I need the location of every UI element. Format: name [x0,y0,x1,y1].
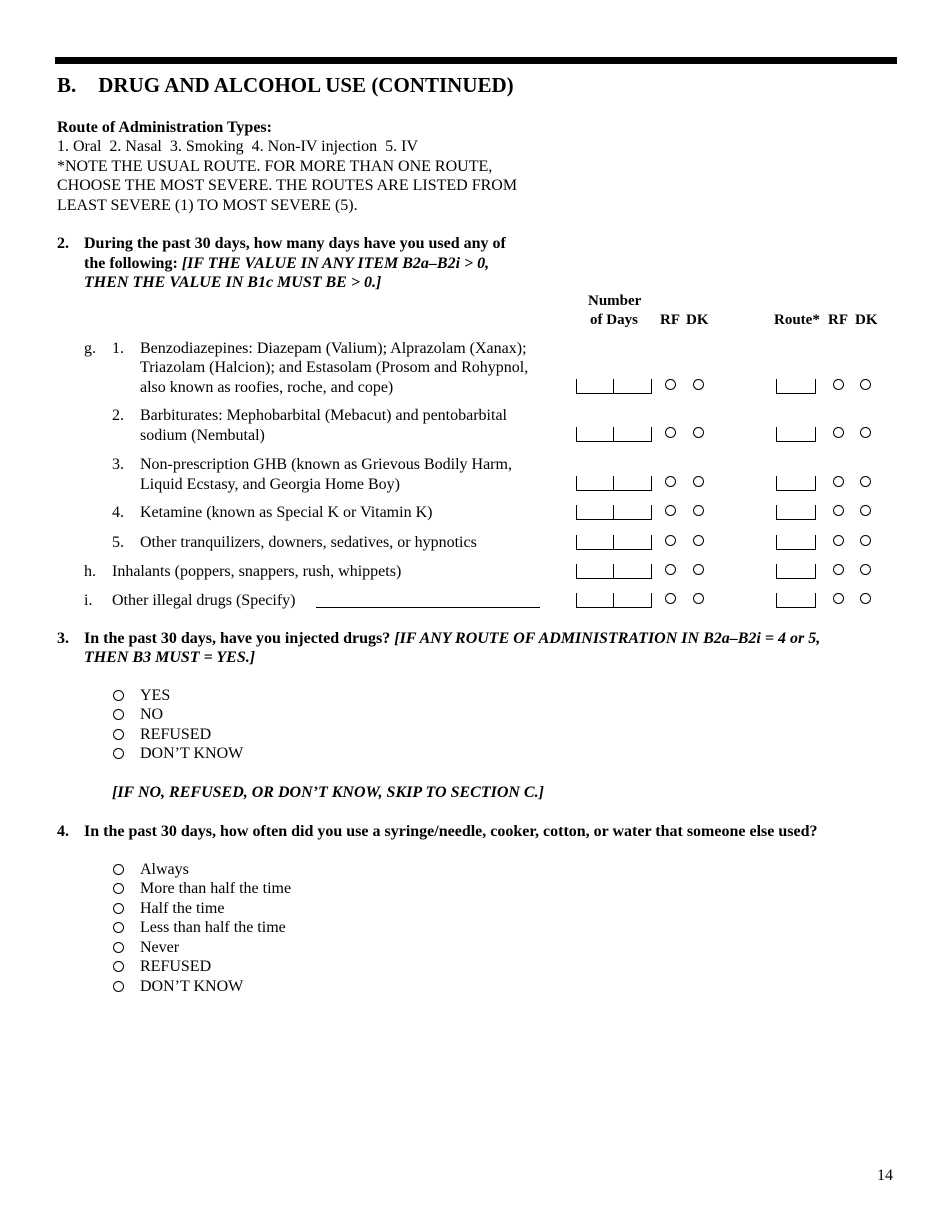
route-dk-radio[interactable] [860,535,871,546]
item-number: 4. [112,504,124,521]
rf-radio[interactable] [665,379,676,390]
dk-radio[interactable] [693,427,704,438]
route-field[interactable] [776,377,816,394]
route-field[interactable] [776,591,816,608]
col-route-rf-header: RF [828,312,848,328]
dk-radio[interactable] [693,476,704,487]
route-field[interactable] [776,425,816,442]
option-radio[interactable] [113,903,124,914]
dk-radio[interactable] [693,379,704,390]
option-radio[interactable] [113,942,124,953]
days-field[interactable] [576,562,652,579]
days-field[interactable] [576,425,652,442]
option-radio[interactable] [113,748,124,759]
route-field[interactable] [776,562,816,579]
item-text: Barbiturates: Mephobarbital (Mebacut) and pentobarbital [140,407,507,424]
item-text: Inhalants (poppers, snappers, rush, whippets) [112,563,402,580]
option-label: Never [140,939,180,956]
route-rf-radio[interactable] [833,564,844,575]
route-dk-radio[interactable] [860,593,871,604]
route-note-line: LEAST SEVERE (1) TO MOST SEVERE (5). [57,197,358,214]
dk-radio[interactable] [693,593,704,604]
q2-text: During the past 30 days, how many days have you used any of [84,235,506,252]
route-rf-radio[interactable] [833,427,844,438]
q3-text: In the past 30 days, have you injected drugs? [84,630,395,647]
col-number-header: Number [588,293,642,309]
option-label: YES [140,687,171,704]
item-text: Non-prescription GHB (known as Grievous Bodily Harm, [140,456,512,473]
item-text: Triazolam (Halcion); and Estasolam (Prosom and Rohypnol, [140,359,529,376]
rf-radio[interactable] [665,427,676,438]
route-rf-radio[interactable] [833,593,844,604]
item-number: 5. [112,534,124,551]
days-field[interactable] [576,474,652,491]
option-radio[interactable] [113,922,124,933]
q2-instruction: [IF THE VALUE IN ANY ITEM B2a–B2i > 0, [181,255,490,272]
q3-skip-instruction: [IF NO, REFUSED, OR DON’T KNOW, SKIP TO SECTION C.] [112,784,544,801]
item-text: also known as roofies, roche, and cope) [140,379,394,396]
option-radio[interactable] [113,883,124,894]
item-letter: g. [84,340,96,357]
route-dk-radio[interactable] [860,427,871,438]
option-radio[interactable] [113,729,124,740]
col-days-header: of Days [590,312,638,328]
item-letter: h. [84,563,96,580]
days-field[interactable] [576,533,652,550]
option-label: DON’T KNOW [140,745,244,762]
q2-text-prefix: the following: [84,255,182,272]
item-text: Other illegal drugs (Specify) [112,592,296,609]
option-radio[interactable] [113,864,124,875]
rf-radio[interactable] [665,535,676,546]
option-label: Less than half the time [140,919,286,936]
option-radio[interactable] [113,690,124,701]
route-dk-radio[interactable] [860,564,871,575]
option-label: More than half the time [140,880,292,897]
option-label: Half the time [140,900,225,917]
item-text: Benzodiazepines: Diazepam (Valium); Alprazolam (Xanax); [140,340,527,357]
route-note-line: *NOTE THE USUAL ROUTE. FOR MORE THAN ONE ROUTE, [57,158,493,175]
q4-text: In the past 30 days, how often did you use a syringe/needle, cooker, cotton, or water that someone else used? [84,823,818,840]
route-note-line: CHOOSE THE MOST SEVERE. THE ROUTES ARE LISTED FROM [57,177,518,194]
route-dk-radio[interactable] [860,505,871,516]
q3-number: 3. [57,630,69,647]
col-route-header: Route* [774,312,820,328]
option-label: Always [140,861,189,878]
route-types-list: 1. Oral 2. Nasal 3. Smoking 4. Non-IV injection 5. IV [57,138,418,155]
dk-radio[interactable] [693,505,704,516]
q3-text-line1 [84,629,820,649]
col-dk-header: DK [686,312,709,328]
option-label: REFUSED [140,958,212,975]
option-radio[interactable] [113,709,124,720]
q2-instruction: THEN THE VALUE IN B1c MUST BE > 0.] [84,274,382,291]
option-label: REFUSED [140,726,212,743]
item-number: 1. [112,340,124,357]
days-field[interactable] [576,503,652,520]
option-label: DON’T KNOW [140,978,244,995]
section-letter: B. [57,73,77,97]
rf-radio[interactable] [665,505,676,516]
section-title [57,73,514,98]
q3-instruction: [IF ANY ROUTE OF ADMINISTRATION IN B2a–B2i = 4 or 5, [394,630,821,647]
days-field[interactable] [576,377,652,394]
col-rf-header: RF [660,312,680,328]
route-dk-radio[interactable] [860,476,871,487]
route-rf-radio[interactable] [833,505,844,516]
route-rf-radio[interactable] [833,535,844,546]
top-rule [55,57,897,64]
route-rf-radio[interactable] [833,476,844,487]
dk-radio[interactable] [693,564,704,575]
item-letter: i. [84,592,93,609]
item-text: Other tranquilizers, downers, sedatives, or hypnotics [140,534,477,551]
rf-radio[interactable] [665,593,676,604]
route-field[interactable] [776,474,816,491]
specify-line[interactable] [316,607,540,608]
option-radio[interactable] [113,981,124,992]
col-route-dk-header: DK [855,312,878,328]
route-types-heading: Route of Administration Types: [57,119,272,136]
rf-radio[interactable] [665,476,676,487]
item-number: 2. [112,407,124,424]
route-rf-radio[interactable] [833,379,844,390]
item-number: 3. [112,456,124,473]
option-label: NO [140,706,164,723]
dk-radio[interactable] [693,535,704,546]
item-text: sodium (Nembutal) [140,427,265,444]
item-text: Liquid Ecstasy, and Georgia Home Boy) [140,476,400,493]
item-text: Ketamine (known as Special K or Vitamin K) [140,504,433,521]
section-title-text: DRUG AND ALCOHOL USE (CONTINUED) [98,73,514,97]
q2-number: 2. [57,235,69,252]
option-radio[interactable] [113,961,124,972]
route-field[interactable] [776,533,816,550]
rf-radio[interactable] [665,564,676,575]
route-field[interactable] [776,503,816,520]
page-number: 14 [877,1167,893,1184]
q3-instruction: THEN B3 MUST = YES.] [84,649,256,666]
route-dk-radio[interactable] [860,379,871,390]
days-field[interactable] [576,591,652,608]
q2-text-line2 [84,254,489,274]
q4-number: 4. [57,823,69,840]
